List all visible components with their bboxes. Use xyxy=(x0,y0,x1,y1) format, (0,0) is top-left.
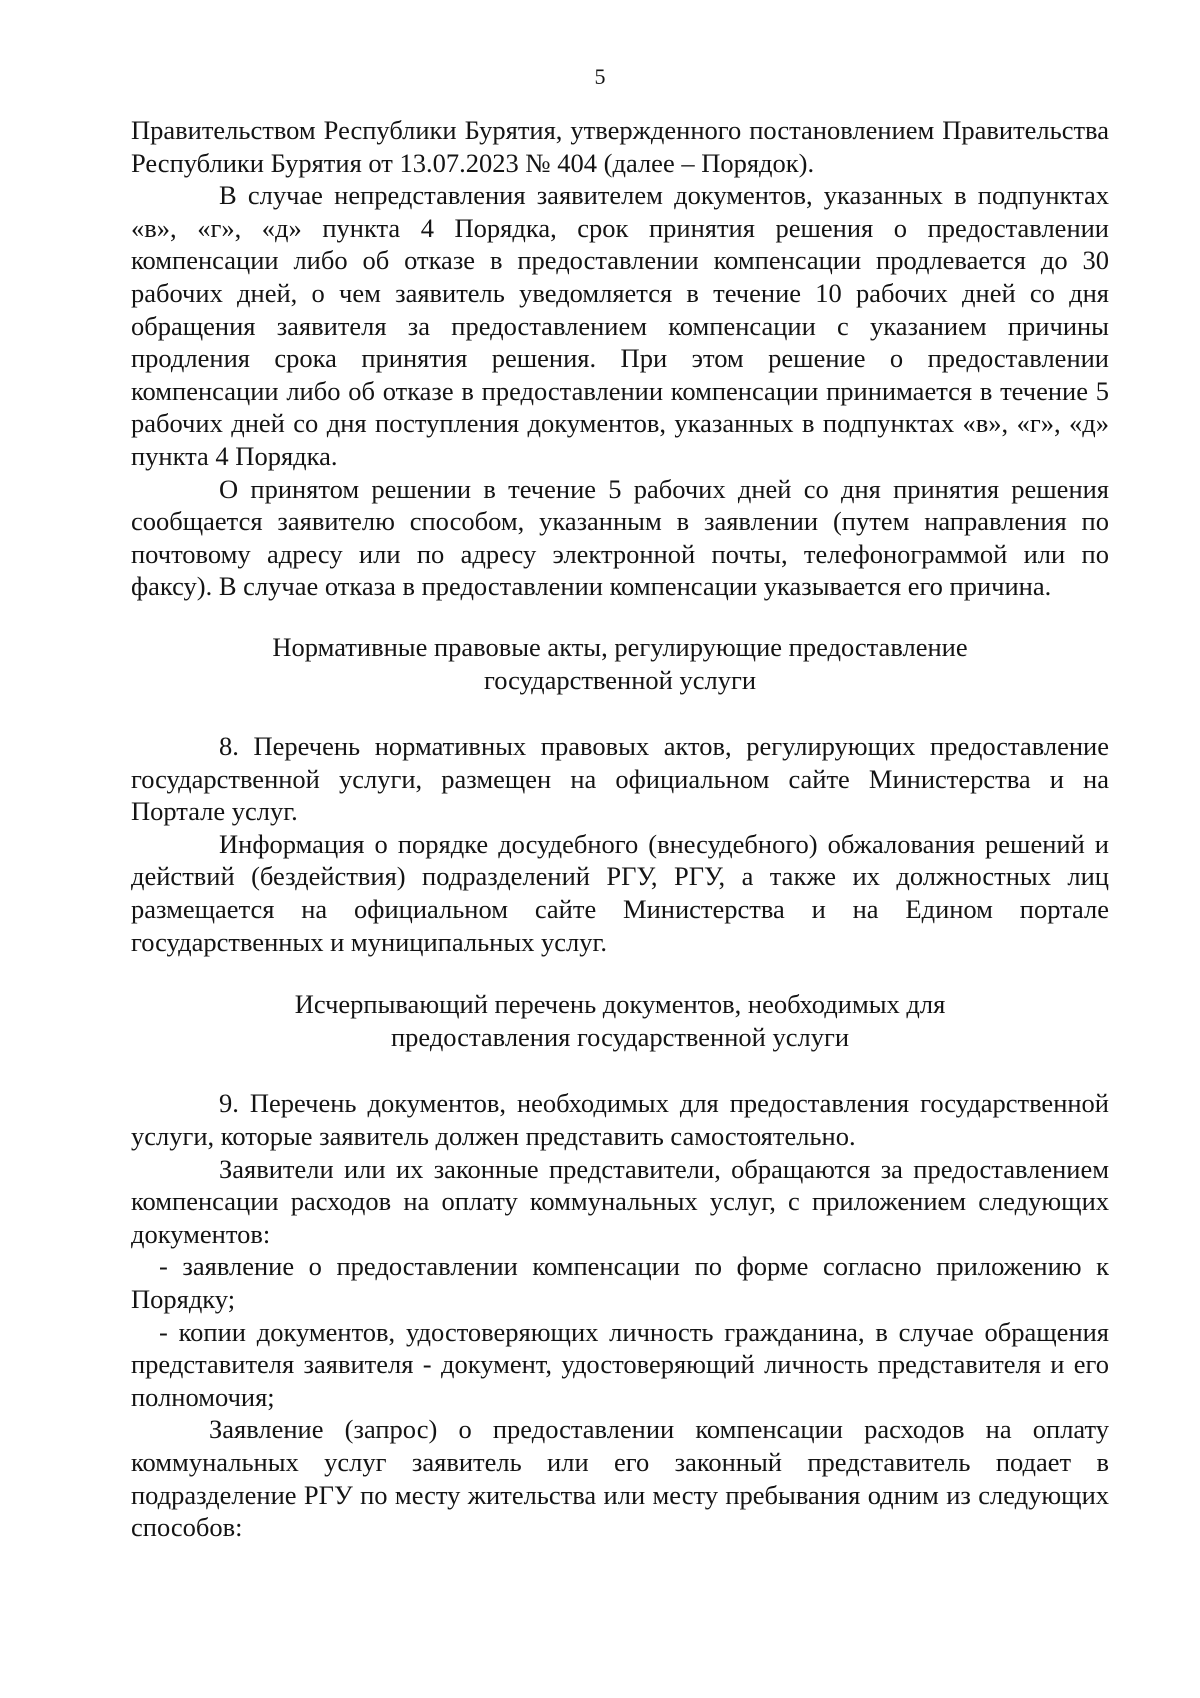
section-heading-line: Нормативные правовые акты, регулирующие предоставление xyxy=(272,631,968,662)
paragraph-decision-notice: О принятом решении в течение 5 рабочих дней со дня принятия решения сообщается заявителю способом, указанным в заявлении (путем направления по почтовому адресу или по адресу электронной почты, телефонограммой или по факсу). В случае отказа в предоставлении компенсации указывается его причина. xyxy=(131,473,1109,602)
section-heading-line: предоставления государственной услуги xyxy=(390,1021,850,1052)
page-number: 5 xyxy=(594,64,606,89)
document-body xyxy=(131,114,1109,1544)
paragraph-applicants: Заявители или их законные представители, обращаются за предоставлением компенсации расходов на оплату коммунальных услуг, с приложением следующих документов: xyxy=(131,1153,1109,1249)
paragraph-appeal-info: Информация о порядке досудебного (внесудебного) обжалования решений и действий (бездействия) подразделений РГУ, РГУ, а также их должностных лиц размещается на официальном сайте Министерства и на Едином портале государственных и муниципальных услуг. xyxy=(131,828,1109,957)
list-item: - копии документов, удостоверяющих личность гражданина, в случае обращения представителя заявителя - документ, удостоверяющий личность представителя и его полномочия; xyxy=(131,1316,1109,1412)
paragraph-item-9: 9. Перечень документов, необходимых для предоставления государственной услуги, которые заявитель должен представить самостоятельно. xyxy=(131,1088,1109,1152)
paragraph-submission-methods: Заявление (запрос) о предоставлении компенсации расходов на оплату коммунальных услуг заявитель или его законный представитель подает в подразделение РГУ по месту жительства или месту пребывания одним из следующих способов: xyxy=(131,1414,1109,1543)
paragraph-continued: Правительством Республики Бурятия, утвержденного постановлением Правительства Республики Бурятия от 13.07.2023 № 404 (далее – Порядок). xyxy=(131,115,1109,178)
paragraph-item-8: 8. Перечень нормативных правовых актов, регулирующих предоставление государственной услуги, размещен на официальном сайте Министерства и на Портале услуг. xyxy=(131,731,1109,827)
paragraph-deadline-extension: В случае непредставления заявителем документов, указанных в подпунктах «в», «г», «д» пункта 4 Порядка, срок принятия решения о предоставлении компенсации либо об отказе в предоставлении компенсации продлевается до 30 рабочих дней, о чем заявитель уведомляется в течение 10 рабочих дней со дня обращения заявителя за предоставлением компенсации с указанием причины продления срока принятия решения. При этом решение о предоставлении компенсации либо об отказе в предоставлении компенсации принимается в течение 5 рабочих дней со дня поступления документов, указанных в подпунктах «в», «г», «д» пункта 4 Порядка. xyxy=(131,180,1109,471)
section-heading-line: Исчерпывающий перечень документов, необходимых для xyxy=(294,989,946,1020)
list-item: - заявление о предоставлении компенсации по форме согласно приложению к Порядку; xyxy=(131,1251,1109,1314)
section-heading-line: государственной услуги xyxy=(483,664,757,695)
section-heading-documents xyxy=(131,988,1109,1053)
section-heading-legal-acts xyxy=(131,631,1109,696)
